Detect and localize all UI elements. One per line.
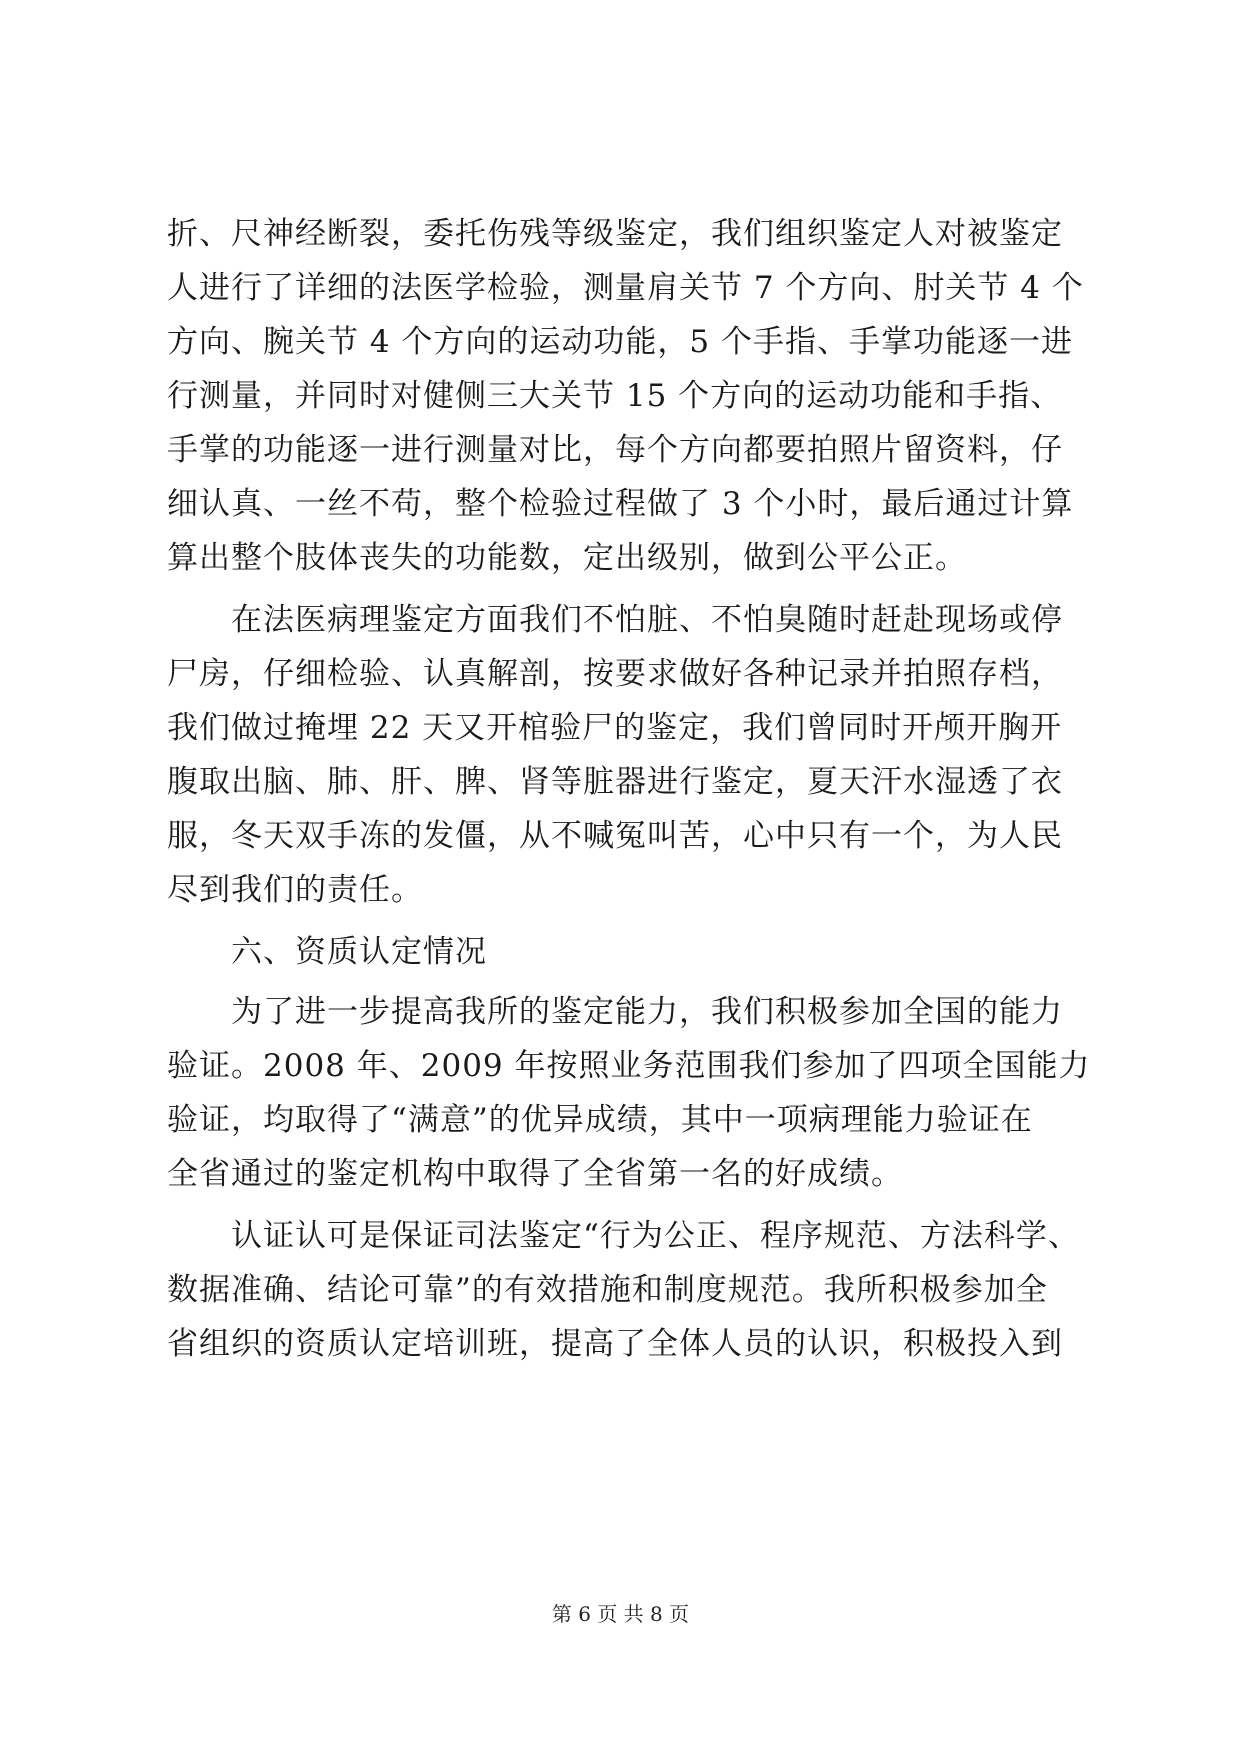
page-number-footer: 第 6 页 共 8 页 bbox=[551, 1602, 690, 1626]
body-line: 行测量，并同时对健侧三大关节 15 个方向的运动功能和手指、 bbox=[167, 378, 1063, 414]
body-line: 细认真、一丝不苟，整个检验过程做了 3 个小时，最后通过计算 bbox=[167, 486, 1074, 522]
body-line: 全省通过的鉴定机构中取得了全省第一名的好成绩。 bbox=[167, 1156, 903, 1192]
body-line: 省组织的资质认定培训班，提高了全体人员的认识，积极投入到 bbox=[167, 1326, 1063, 1362]
body-line: 尸房，仔细检验、认真解剖，按要求做好各种记录并拍照存档， bbox=[167, 656, 1063, 692]
body-line: 方向、腕关节 4 个方向的运动功能，5 个手指、手掌功能逐一进 bbox=[167, 324, 1074, 360]
paragraph-first-line: 认证认可是保证司法鉴定“行为公正、程序规范、方法科学、 bbox=[231, 1218, 1080, 1254]
body-line: 数据准确、结论可靠”的有效措施和制度规范。我所积极参加全 bbox=[167, 1272, 1048, 1308]
body-line: 人进行了详细的法医学检验，测量肩关节 7 个方向、肘关节 4 个 bbox=[167, 270, 1084, 306]
section-heading: 六、资质认定情况 bbox=[231, 934, 487, 970]
body-line: 算出整个肢体丧失的功能数，定出级别，做到公平公正。 bbox=[167, 540, 967, 576]
body-line: 手掌的功能逐一进行测量对比，每个方向都要拍照片留资料，仔 bbox=[167, 432, 1063, 468]
body-line: 腹取出脑、肺、肝、脾、肾等脏器进行鉴定，夏天汗水湿透了衣 bbox=[167, 764, 1063, 800]
body-line: 折、尺神经断裂，委托伤残等级鉴定，我们组织鉴定人对被鉴定 bbox=[167, 216, 1063, 252]
body-line: 验证。2008 年、2009 年按照业务范围我们参加了四项全国能力 bbox=[167, 1048, 1091, 1084]
body-line: 我们做过掩埋 22 天又开棺验尸的鉴定，我们曾同时开颅开胸开 bbox=[167, 710, 1063, 746]
body-line: 尽到我们的责任。 bbox=[167, 872, 423, 908]
body-line: 验证，均取得了“满意”的优异成绩，其中一项病理能力验证在 bbox=[167, 1102, 1033, 1138]
paragraph-first-line: 在法医病理鉴定方面我们不怕脏、不怕臭随时赶赴现场或停 bbox=[231, 602, 1063, 638]
body-line: 服，冬天双手冻的发僵，从不喊冤叫苦，心中只有一个，为人民 bbox=[167, 818, 1063, 854]
paragraph-first-line: 为了进一步提高我所的鉴定能力，我们积极参加全国的能力 bbox=[231, 994, 1063, 1030]
